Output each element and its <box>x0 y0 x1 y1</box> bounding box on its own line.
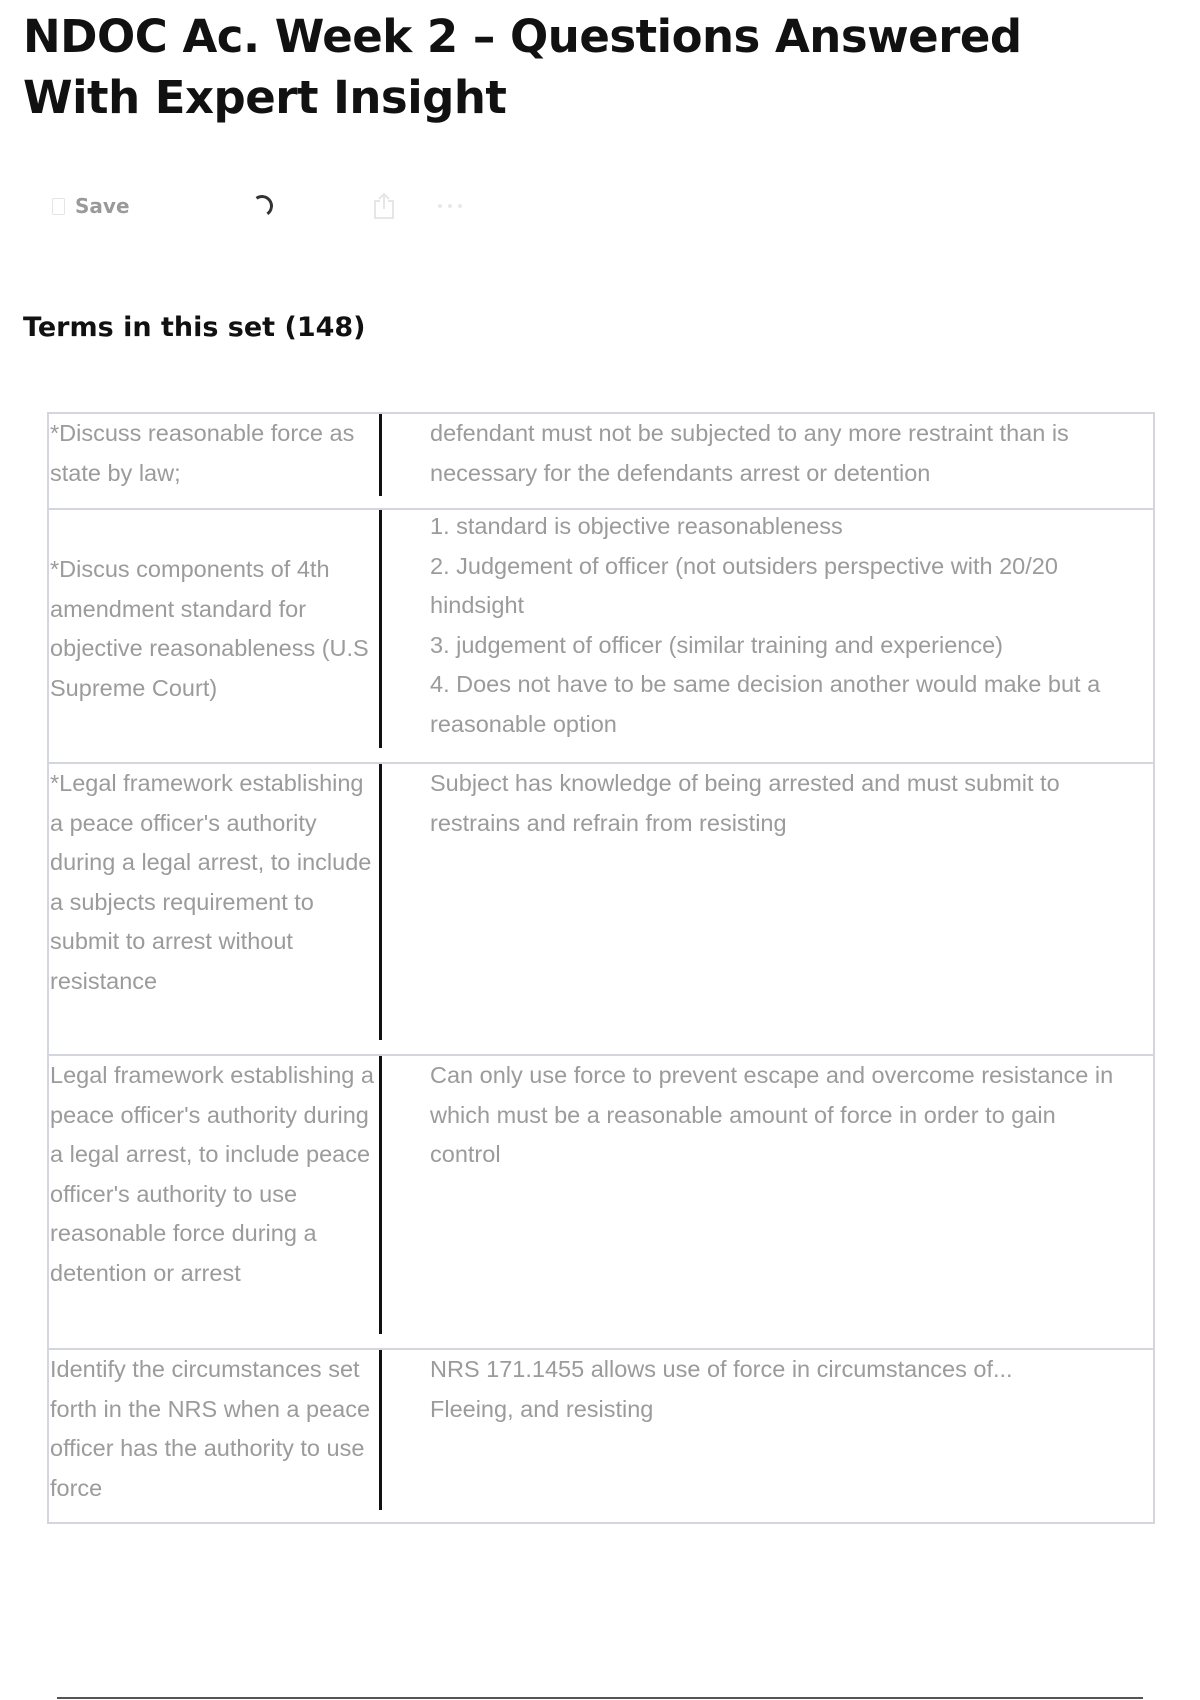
term-text: *Legal framework establishing a peace officer's authority during a legal arrest, to include a subjects requirement to submit to arrest without resistance <box>50 770 372 994</box>
bookmark-icon <box>52 198 65 215</box>
definition-line: Subject has knowledge of being arrested and must submit to restrains and refrain from resisting <box>430 770 1060 836</box>
definition-line: 4. Does not have to be same decision another would make but a reasonable option <box>430 671 1101 737</box>
bottom-divider <box>57 1697 1143 1699</box>
definition-line: defendant must not be subjected to any more restraint than is necessary for the defendants arrest or detention <box>430 420 1069 486</box>
definition-line: Fleeing, and resisting <box>430 1395 654 1422</box>
term-row <box>47 1054 1155 1350</box>
definition-text <box>430 1056 1130 1175</box>
page-title: NDOC Ac. Week 2 – Questions Answered With Expert Insight <box>23 10 1022 124</box>
row-divider <box>379 414 382 496</box>
definition-text <box>430 507 1130 744</box>
share-icon <box>372 192 396 220</box>
term-text: *Discuss reasonable force as state by law; <box>50 420 355 486</box>
definition-text <box>430 414 1130 493</box>
terms-heading: Terms in this set (148) <box>23 312 366 343</box>
definition-text <box>430 764 1130 843</box>
term-row <box>47 412 1155 510</box>
share-button[interactable] <box>364 186 404 226</box>
definition-line: 3. judgement of officer (similar training and experience) <box>430 631 1003 658</box>
term-row <box>47 508 1155 764</box>
loading-spinner-icon <box>242 186 282 226</box>
spinner-arc <box>249 193 274 218</box>
definition-line: NRS 171.1455 allows use of force in circumstances of... <box>430 1356 1013 1382</box>
set-toolbar <box>52 186 512 226</box>
terms-table <box>47 414 1155 1524</box>
term-row <box>47 1348 1155 1524</box>
definition-line: Can only use force to prevent escape and overcome resistance in which must be a reasonable amount of force in order to gain control <box>430 1062 1114 1167</box>
save-button[interactable] <box>52 186 130 226</box>
definition-text <box>430 1350 1130 1429</box>
more-icon <box>436 202 464 210</box>
row-divider <box>379 1056 382 1334</box>
definition-line: 1. standard is objective reasonableness <box>430 513 843 539</box>
more-button[interactable] <box>430 186 470 226</box>
row-divider <box>379 764 382 1040</box>
term-text: *Discus components of 4th amendment standard for objective reasonableness (U.S Supreme Court) <box>50 556 369 701</box>
save-label: Save <box>75 194 130 218</box>
row-divider <box>379 510 382 748</box>
term-row <box>47 762 1155 1056</box>
term-text: Identify the circumstances set forth in the NRS when a peace officer has the authority to use force <box>50 1356 371 1501</box>
term-text: Legal framework establishing a peace officer's authority during a legal arrest, to include peace officer's authority to use reasonable force during a detention or arrest <box>50 1062 374 1286</box>
row-divider <box>379 1350 382 1510</box>
definition-line: 2. Judgement of officer (not outsiders perspective with 20/20 hindsight <box>430 552 1058 618</box>
